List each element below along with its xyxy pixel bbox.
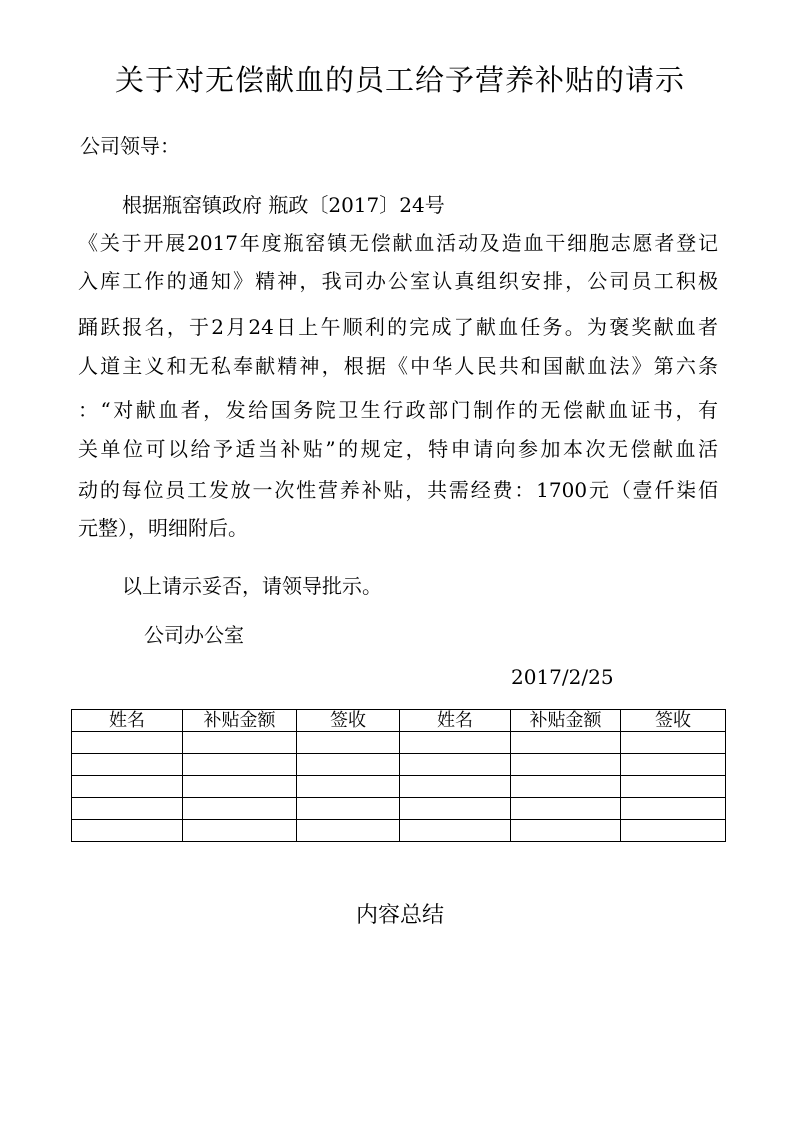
table-cell [297, 754, 400, 776]
paragraph-line: 人道主义和无私奉献精神，根据《中华人民共和国献血法》第六条 [78, 356, 718, 378]
table-cell [621, 754, 726, 776]
table-cell [621, 798, 726, 820]
col-header-signature: 签收 [621, 710, 726, 732]
table-cell [511, 820, 621, 842]
table-cell [621, 732, 726, 754]
subsidy-table [71, 709, 725, 842]
table-cell [297, 820, 400, 842]
table-row [72, 732, 726, 754]
col-header-name: 姓名 [400, 710, 511, 732]
table-row [72, 820, 726, 842]
table-header-row [72, 710, 726, 732]
closing-line: 以上请示妥否，请领导批示。 [122, 574, 382, 598]
summary-heading: 内容总结 [355, 903, 444, 928]
table-cell [183, 820, 297, 842]
document-title: 关于对无偿献血的员工给予营养补贴的请示 [114, 63, 685, 97]
col-header-amount: 补贴金额 [511, 710, 621, 732]
table-cell [511, 798, 621, 820]
paragraph-line: 踊跃报名，于2月24日上午顺利的完成了献血任务。为褒奖献血者 [78, 317, 718, 339]
table-cell [297, 776, 400, 798]
table-cell [400, 798, 511, 820]
paragraph-line: 根据瓶窑镇政府 瓶政〔2017〕24号 [122, 193, 445, 217]
col-header-amount: 补贴金额 [183, 710, 297, 732]
table-cell [72, 776, 183, 798]
col-header-name: 姓名 [72, 710, 183, 732]
table-cell [511, 754, 621, 776]
table-cell [400, 754, 511, 776]
table-cell [72, 732, 183, 754]
document-date: 2017/2/25 [511, 665, 614, 689]
table-row [72, 754, 726, 776]
salutation: 公司领导： [80, 134, 180, 158]
table-cell [72, 820, 183, 842]
sender: 公司办公室 [144, 623, 244, 647]
paragraph-line: 动的每位员工发放一次性营养补贴，共需经费：1700元（壹仟柒佰 [78, 480, 718, 502]
table-row [72, 798, 726, 820]
paragraph-line: 元整），明细附后。 [78, 516, 248, 540]
table-cell [183, 776, 297, 798]
table-cell [511, 732, 621, 754]
table-cell [72, 798, 183, 820]
table-cell [511, 776, 621, 798]
paragraph-line: 关单位可以给予适当补贴”的规定，特申请向参加本次无偿献血活 [78, 439, 718, 461]
table-cell [297, 732, 400, 754]
col-header-signature: 签收 [297, 710, 400, 732]
table-cell [400, 820, 511, 842]
table-cell [297, 798, 400, 820]
table-cell [400, 776, 511, 798]
table-body [72, 732, 726, 842]
table-row [72, 776, 726, 798]
table-cell [400, 732, 511, 754]
table-cell [183, 798, 297, 820]
table-cell [72, 754, 183, 776]
paragraph-line: 《关于开展2017年度瓶窑镇无偿献血活动及造血干细胞志愿者登记 [78, 233, 718, 255]
table-cell [183, 754, 297, 776]
table-cell [621, 820, 726, 842]
table-cell [621, 776, 726, 798]
paragraph-line: 入库工作的通知》精神，我司办公室认真组织安排，公司员工积极 [78, 271, 718, 293]
paragraph-line: ：“对献血者，发给国务院卫生行政部门制作的无偿献血证书，有 [78, 400, 718, 422]
table-cell [183, 732, 297, 754]
